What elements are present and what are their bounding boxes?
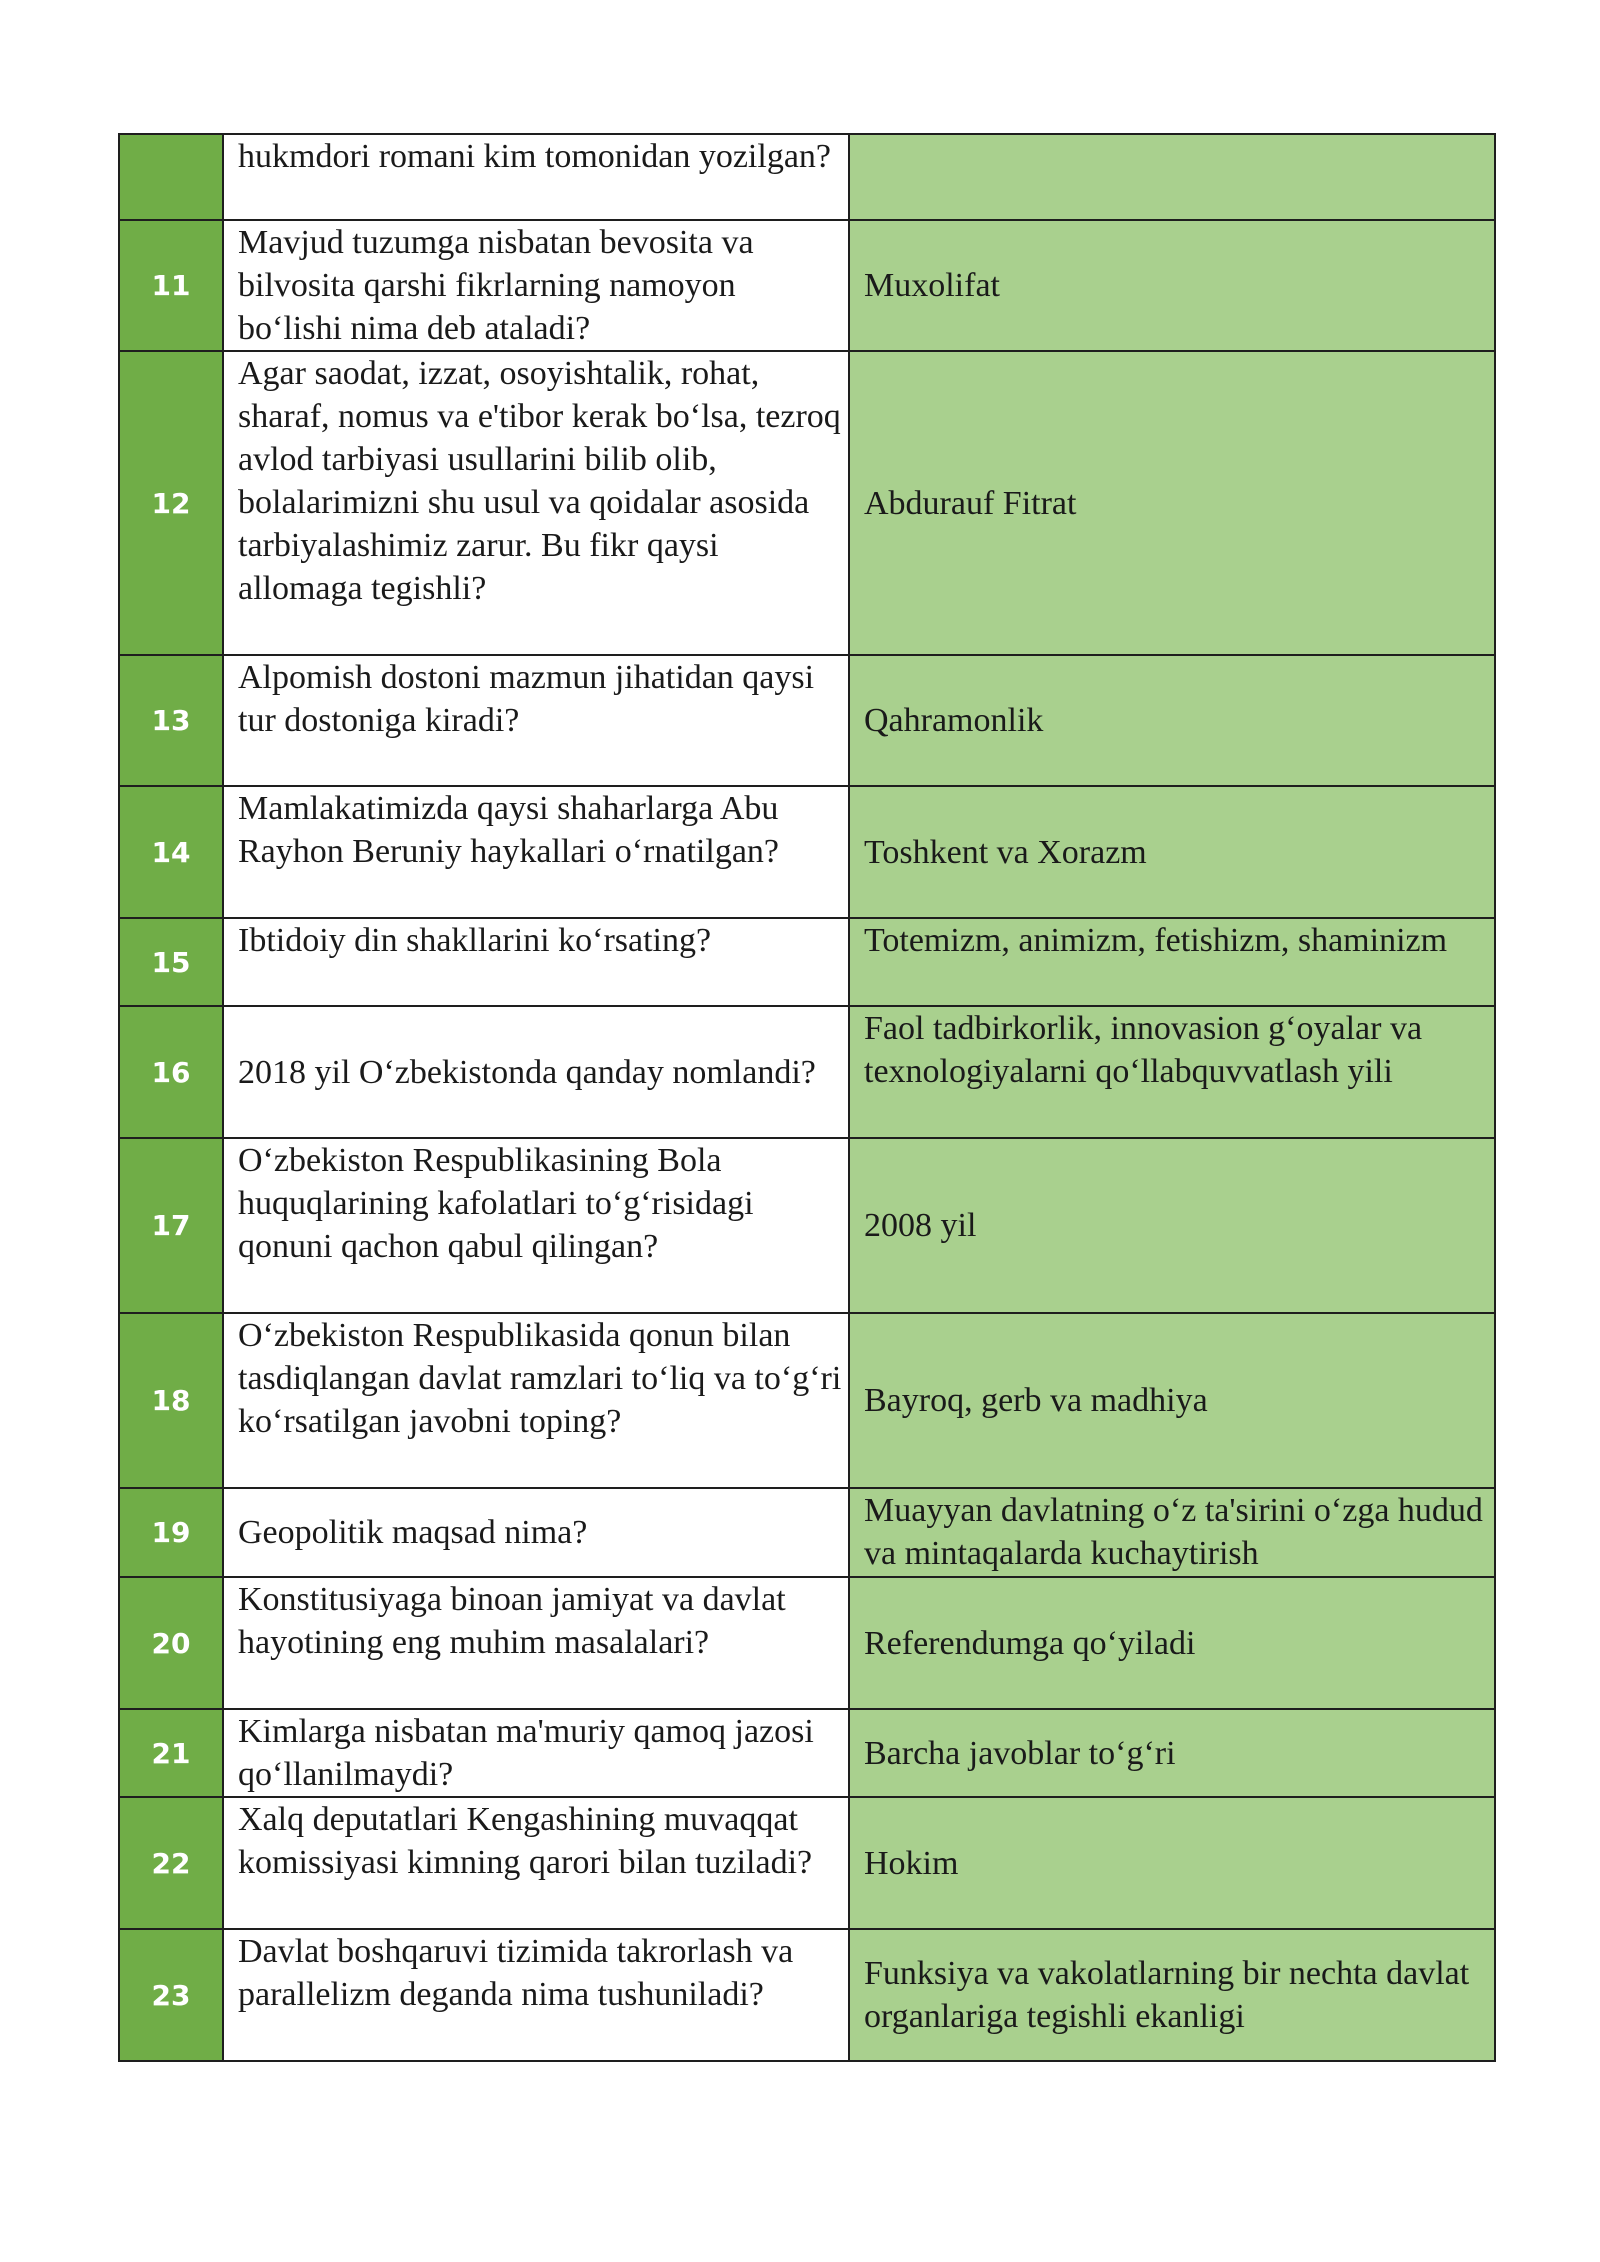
table-row: [119, 1577, 1495, 1709]
row-number: 18: [119, 1313, 223, 1488]
question-cell: Mavjud tuzumga nisbatan bevosita va bilvosita qarshi fikrlarning namoyon bo‘lishi nima deb ataladi?: [223, 220, 849, 351]
qa-table-body: [119, 134, 1495, 2061]
answer-cell: 2008 yil: [849, 1138, 1495, 1313]
row-number: 22: [119, 1797, 223, 1929]
question-cell: O‘zbekiston Respublikasining Bola huquqlarining kafolatlari to‘g‘risidagi qonuni qachon qabul qilingan?: [223, 1138, 849, 1313]
row-number: 14: [119, 786, 223, 918]
table-row: [119, 1138, 1495, 1313]
row-number: 21: [119, 1709, 223, 1797]
row-number: 23: [119, 1929, 223, 2061]
question-cell: Geopolitik maqsad nima?: [223, 1488, 849, 1577]
answer-cell: Qahramonlik: [849, 655, 1495, 786]
table-row: [119, 1929, 1495, 2061]
answer-cell: Funksiya va vakolatlarning bir nechta davlat organlariga tegishli ekanligi: [849, 1929, 1495, 2061]
table-row: [119, 786, 1495, 918]
row-number: 11: [119, 220, 223, 351]
answer-cell: Muxolifat: [849, 220, 1495, 351]
question-cell: Agar saodat, izzat, osoyishtalik, rohat, sharaf, nomus va e'tibor kerak bo‘lsa, tezroq avlod tarbiyasi usullarini bilib olib, bolalarimizni shu usul va qoidalar asosida tarbiyalashimiz zarur. Bu fikr qaysi allomaga tegishli?: [223, 351, 849, 655]
question-cell: hukmdori romani kim tomonidan yozilgan?: [223, 134, 849, 220]
answer-cell: Muayyan davlatning o‘z ta'sirini o‘zga hudud va mintaqalarda kuchaytirish: [849, 1488, 1495, 1577]
row-number: 12: [119, 351, 223, 655]
question-cell: Kimlarga nisbatan ma'muriy qamoq jazosi qo‘llanilmaydi?: [223, 1709, 849, 1797]
question-cell: O‘zbekiston Respublikasida qonun bilan tasdiqlangan davlat ramzlari to‘liq va to‘g‘ri ko‘rsatilgan javobni toping?: [223, 1313, 849, 1488]
question-cell: Mamlakatimizda qaysi shaharlarga Abu Rayhon Beruniy haykallari o‘rnatilgan?: [223, 786, 849, 918]
table-row: [119, 220, 1495, 351]
row-number: 13: [119, 655, 223, 786]
answer-cell: Faol tadbirkorlik, innovasion g‘oyalar va texnologiyalarni qo‘llabquvvatlash yili: [849, 1006, 1495, 1138]
answer-cell: Barcha javoblar to‘g‘ri: [849, 1709, 1495, 1797]
row-number: 17: [119, 1138, 223, 1313]
row-number: 15: [119, 918, 223, 1006]
question-cell: 2018 yil O‘zbekistonda qanday nomlandi?: [223, 1006, 849, 1138]
table-row: [119, 1797, 1495, 1929]
answer-cell: Toshkent va Xorazm: [849, 786, 1495, 918]
row-number: 16: [119, 1006, 223, 1138]
question-cell: Davlat boshqaruvi tizimida takrorlash va parallelizm deganda nima tushuniladi?: [223, 1929, 849, 2061]
answer-cell: Referendumga qo‘yiladi: [849, 1577, 1495, 1709]
question-cell: Xalq deputatlari Kengashining muvaqqat komissiyasi kimning qarori bilan tuziladi?: [223, 1797, 849, 1929]
table-row: [119, 1488, 1495, 1577]
question-cell: Konstitusiyaga binoan jamiyat va davlat hayotining eng muhim masalalari?: [223, 1577, 849, 1709]
table-row: [119, 1006, 1495, 1138]
table-row: [119, 655, 1495, 786]
table-row: [119, 351, 1495, 655]
row-number: 20: [119, 1577, 223, 1709]
table-row: [119, 134, 1495, 220]
table-row: [119, 1709, 1495, 1797]
answer-cell: [849, 134, 1495, 220]
answer-cell: Totemizm, animizm, fetishizm, shaminizm: [849, 918, 1495, 1006]
table-row: [119, 918, 1495, 1006]
qa-table: [118, 133, 1496, 2062]
table-row: [119, 1313, 1495, 1488]
row-number: 19: [119, 1488, 223, 1577]
answer-cell: Abdurauf Fitrat: [849, 351, 1495, 655]
answer-cell: Hokim: [849, 1797, 1495, 1929]
row-number: [119, 134, 223, 220]
answer-cell: Bayroq, gerb va madhiya: [849, 1313, 1495, 1488]
question-cell: Ibtidoiy din shakllarini ko‘rsating?: [223, 918, 849, 1006]
question-cell: Alpomish dostoni mazmun jihatidan qaysi tur dostoniga kiradi?: [223, 655, 849, 786]
